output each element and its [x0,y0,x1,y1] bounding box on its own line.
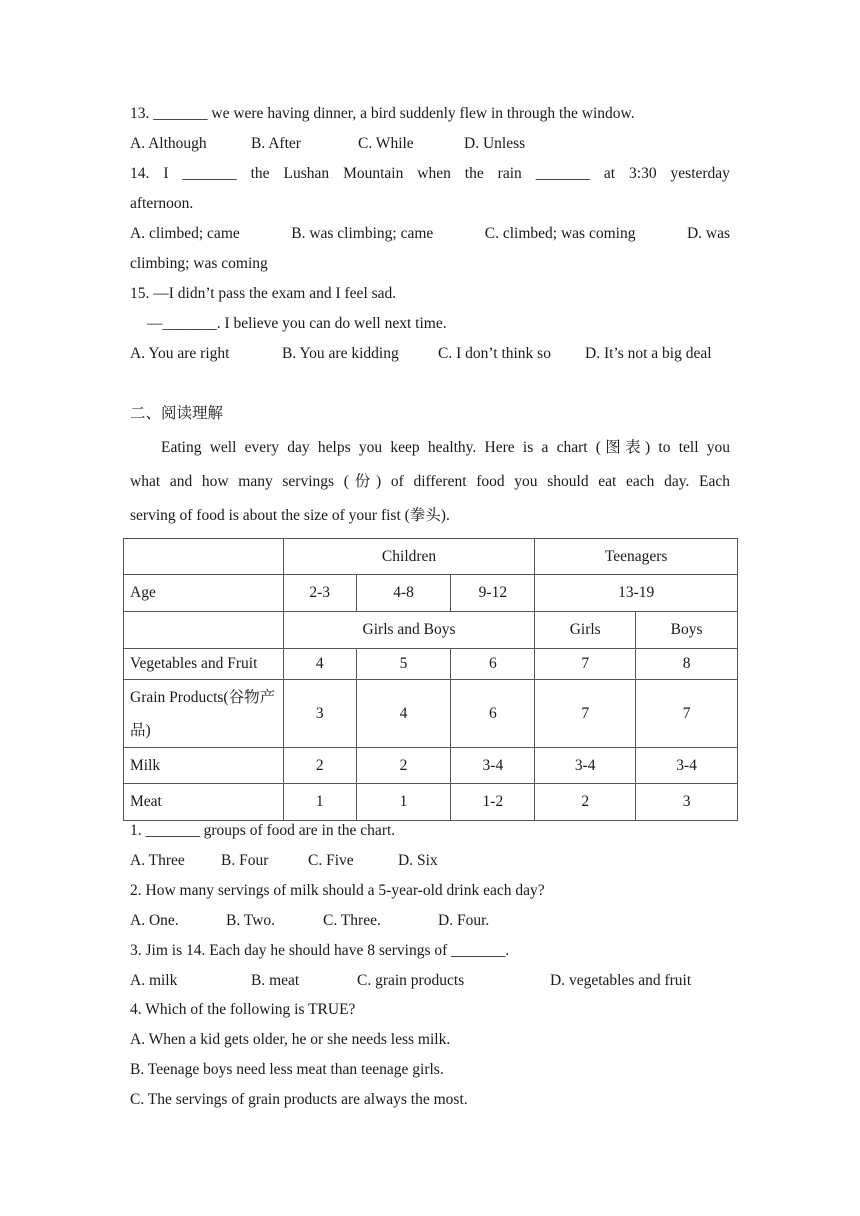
q14-option-d[interactable]: D. was [686,225,730,242]
r3-stem: 3. Jim is 14. Each day he should have 8 servings of _______. [130,942,510,959]
table-row [124,649,738,680]
q13-options [130,133,730,155]
value-cell: 5 [356,649,451,680]
value-cell: 2 [283,748,356,784]
table-row [124,575,738,612]
table-cell [124,539,284,575]
value-cell: 3 [283,680,356,748]
q14-word: I [163,165,169,182]
q14-blank: _______ [182,165,237,182]
table-row [124,680,738,748]
row-label: Vegetables and Fruit [124,649,284,680]
value-cell: 6 [451,649,535,680]
row-label: Meat [124,784,284,821]
row-label: Milk [124,748,284,784]
r1-stem: 1. _______ groups of food are in the chart. [130,822,396,839]
q14-word: the [250,165,270,182]
q14-option-b[interactable]: B. was climbing; came [291,225,434,242]
q14-option-c[interactable]: C. climbed; was coming [484,225,636,242]
r1-option-d[interactable]: D. Six [398,852,438,869]
q14-option-a[interactable]: A. climbed; came [130,225,240,242]
value-cell: 7 [535,680,636,748]
r3-options [130,970,730,992]
q15-option-d[interactable]: D. It’s not a big deal [585,345,712,362]
value-cell: 1 [356,784,451,821]
q15-stem-line2: —_______. I believe you can do well next time. [147,315,447,332]
q14-word: 14. [130,165,150,182]
row-label: Grain Products(谷物产品) [124,680,284,748]
q15-options [130,343,730,365]
gender-cell: Girls [535,612,636,649]
gender-cell: Girls and Boys [283,612,535,649]
age-cell: 4-8 [356,575,451,612]
q14-word: rain [497,165,522,182]
value-cell: 7 [535,649,636,680]
age-label: Age [124,575,284,612]
q14-word: when [417,165,451,182]
passage-line-3: serving of food is about the size of your fist (拳头). [130,507,450,524]
value-cell: 3-4 [535,748,636,784]
q14-stem-line2: afternoon. [130,195,194,212]
q13-stem: 13. _______ we were having dinner, a bird suddenly flew in through the window. [130,105,635,122]
r1-option-a[interactable]: A. Three [130,852,185,869]
value-cell: 3 [636,784,738,821]
section-title: 二、阅读理解 [130,405,224,422]
r2-option-d[interactable]: D. Four. [438,912,490,929]
r1-option-c[interactable]: C. Five [308,852,354,869]
value-cell: 7 [636,680,738,748]
r4-option-a[interactable]: A. When a kid gets older, he or she needs less milk. [130,1031,451,1048]
r4-option-c[interactable]: C. The servings of grain products are always the most. [130,1091,468,1108]
q13-option-b[interactable]: B. After [251,135,301,152]
header-teenagers: Teenagers [535,539,738,575]
q13-option-c[interactable]: C. While [358,135,414,152]
r1-option-b[interactable]: B. Four [221,852,269,869]
r4-stem: 4. Which of the following is TRUE? [130,1001,356,1018]
table-cell [124,612,284,649]
r2-options [130,910,730,932]
r2-option-c[interactable]: C. Three. [323,912,381,929]
value-cell: 1 [283,784,356,821]
value-cell: 3-4 [636,748,738,784]
age-cell: 2-3 [283,575,356,612]
q13-option-d[interactable]: D. Unless [464,135,526,152]
r3-option-b[interactable]: B. meat [251,972,300,989]
value-cell: 2 [356,748,451,784]
r3-option-a[interactable]: A. milk [130,972,178,989]
r2-option-b[interactable]: B. Two. [226,912,276,929]
gender-cell: Boys [636,612,738,649]
q14-options-line2: climbing; was coming [130,255,268,272]
q15-option-a[interactable]: A. You are right [130,345,230,362]
value-cell: 6 [451,680,535,748]
age-cell: 9-12 [451,575,535,612]
q14-word: Lushan [283,165,330,182]
age-cell: 13-19 [535,575,738,612]
r3-option-c[interactable]: C. grain products [357,972,465,989]
q15-option-c[interactable]: C. I don’t think so [438,345,551,362]
r2-stem: 2. How many servings of milk should a 5-year-old drink each day? [130,882,545,899]
r1-options [130,850,730,872]
value-cell: 3-4 [451,748,535,784]
table-row [124,748,738,784]
q15-stem-line1: 15. —I didn’t pass the exam and I feel sad. [130,285,397,302]
servings-chart [123,538,738,821]
q14-word: Mountain [343,165,404,182]
q14-options-line1 [130,223,730,245]
q14-word: yesterday [670,165,730,182]
table-row [124,539,738,575]
r2-option-a[interactable]: A. One. [130,912,179,929]
header-children: Children [283,539,535,575]
table-row [124,612,738,649]
q15-option-b[interactable]: B. You are kidding [282,345,399,362]
r4-option-b[interactable]: B. Teenage boys need less meat than teenage girls. [130,1061,444,1078]
passage-line-1: Eating well every day helps you keep healthy. Here is a chart (图表) to tell you [161,439,730,456]
table-row [124,784,738,821]
value-cell: 8 [636,649,738,680]
r3-option-d[interactable]: D. vegetables and fruit [550,972,692,989]
q14-blank: _______ [535,165,590,182]
q14-stem-line1 [130,163,730,185]
value-cell: 2 [535,784,636,821]
value-cell: 4 [356,680,451,748]
value-cell: 4 [283,649,356,680]
value-cell: 1-2 [451,784,535,821]
passage-line-2: what and how many servings (份) of different food you should eat each day. Each [130,473,730,490]
q13-option-a[interactable]: A. Although [130,135,207,152]
q14-word: at [603,165,616,182]
q14-word: 3:30 [629,165,657,182]
q14-word: the [464,165,484,182]
